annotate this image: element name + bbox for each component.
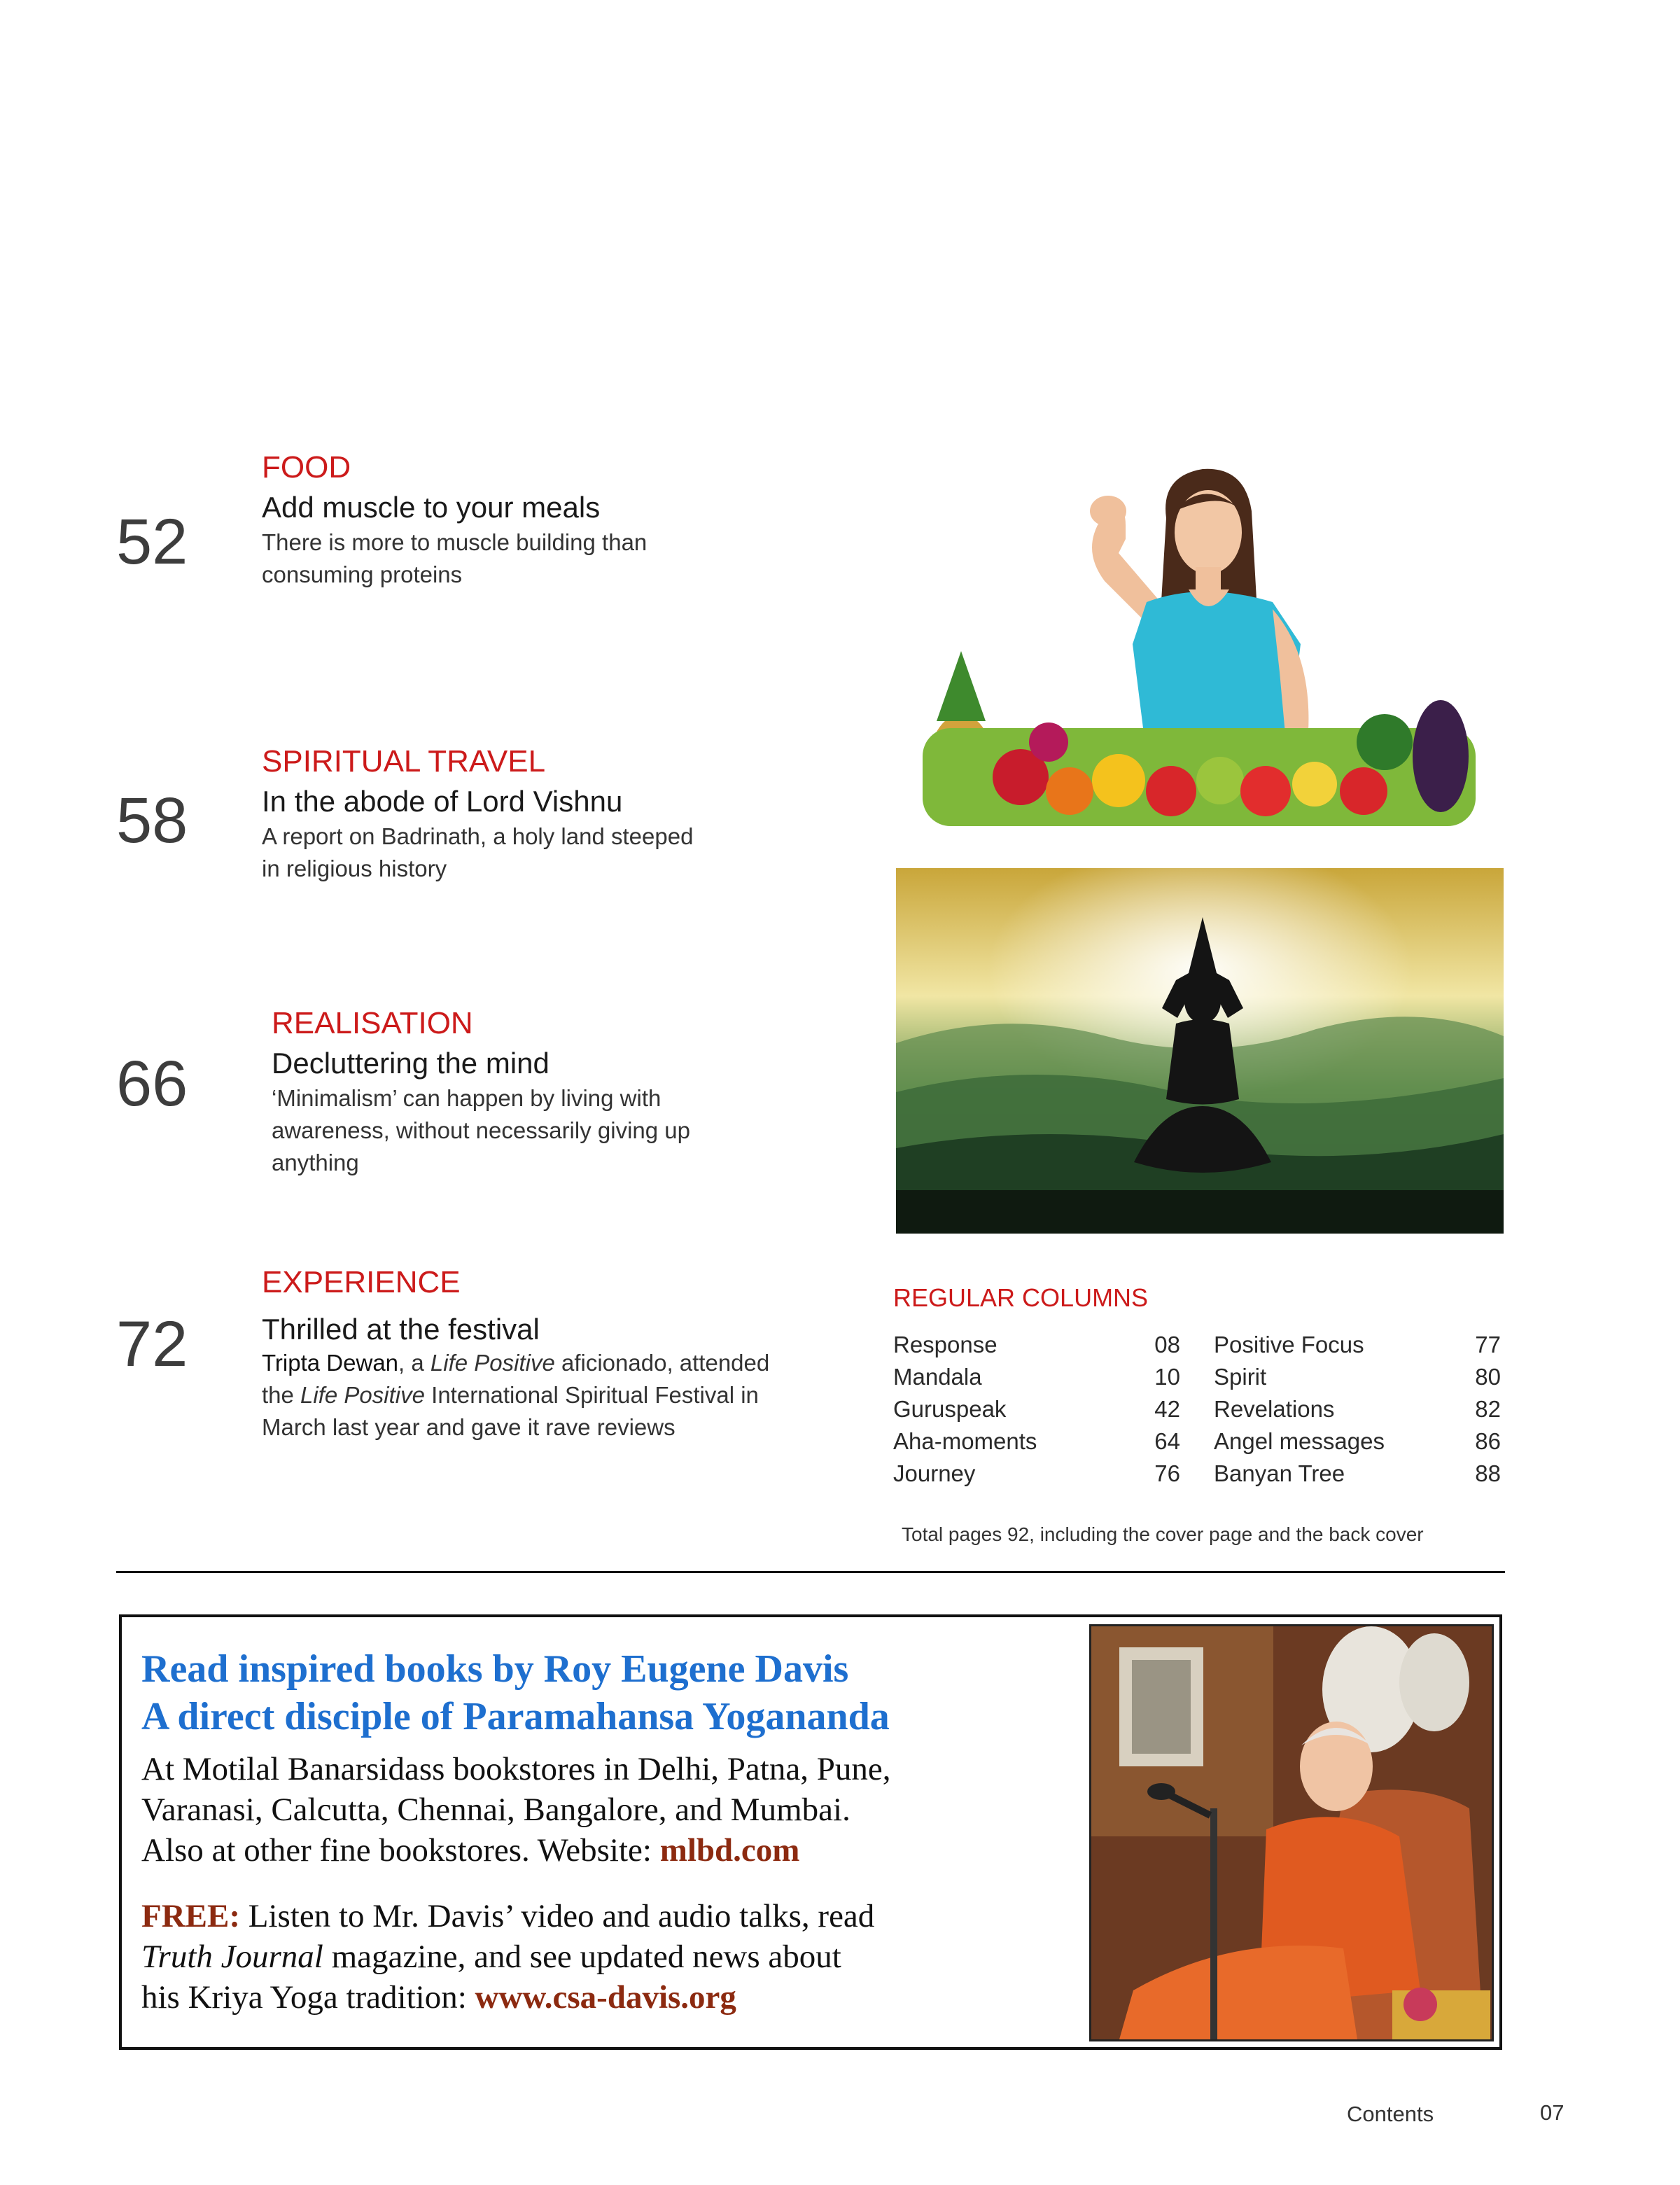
book-advertisement: [119, 1614, 1502, 2050]
ad-headline: Read inspired books by Roy Eugene Davis: [141, 1647, 849, 1691]
article-description: There is more to muscle building than consuming proteins: [262, 529, 648, 587]
ad-subheadline: A direct disciple of Paramahansa Yogananda: [141, 1695, 890, 1738]
column-entry: Aha-moments 64: [893, 1428, 1180, 1454]
article-title: Decluttering the mind: [272, 1047, 550, 1080]
roy-davis-photo: [1089, 1624, 1494, 2041]
speaker-at-microphone-illustration: [1091, 1626, 1492, 2039]
column-entry: Revelations 82: [1214, 1396, 1501, 1422]
column-entry: Spirit 80: [1214, 1364, 1501, 1390]
article-title: Add muscle to your meals: [262, 491, 601, 524]
total-pages-note: Total pages 92, including the cover page and the back cover: [902, 1523, 1424, 1545]
article-description: Tripta Dewan, a Life Positive aficionado, attended the Life Positive International Spiritual Festival in March last year and gave it rave reviews: [262, 1350, 770, 1440]
column-entry: Positive Focus 77: [1214, 1332, 1501, 1357]
column-entry: Journey 76: [893, 1460, 1180, 1486]
article-category: SPIRITUAL TRAVEL: [262, 744, 546, 779]
meditation-photo: [896, 868, 1504, 1234]
regular-columns-title: REGULAR COLUMNS: [893, 1283, 1149, 1312]
csa-davis-website-link[interactable]: www.csa-davis.org: [475, 1979, 736, 2016]
column-entry: Banyan Tree 88: [1214, 1460, 1501, 1486]
column-entry: Angel messages 86: [1214, 1428, 1501, 1454]
food-photo: [895, 462, 1504, 840]
page-number: 58: [116, 785, 188, 856]
ad-free-text: FREE: Listen to Mr. Davis’ video and audio talks, read Truth Journal magazine, and see updated news about his Kriya Yoga tradition: www.csa-davis.org: [141, 1898, 875, 2016]
page-number: 66: [116, 1048, 188, 1119]
meditation-silhouette-illustration: [896, 868, 1504, 1234]
column-entry: Guruspeak 42: [893, 1396, 1180, 1422]
section-label: Contents: [1347, 2102, 1434, 2126]
article-title: Thrilled at the festival: [262, 1313, 540, 1346]
regular-columns-right: [1214, 1329, 1501, 1490]
mlbd-website-link[interactable]: mlbd.com: [659, 1832, 800, 1869]
divider: [116, 1571, 1505, 1573]
ad-bookstores-text: At Motilal Banarsidass bookstores in Delhi, Patna, Pune, Varanasi, Calcutta, Chennai, Bangalore, and Mumbai. Also at other fine bookstores. Website: mlbd.com: [141, 1751, 891, 1869]
regular-columns-left: [893, 1329, 1180, 1490]
folio-page-number: 07: [1540, 2100, 1564, 2125]
author-name: Tripta Dewan: [262, 1350, 399, 1376]
article-category: FOOD: [262, 450, 351, 484]
article-category: EXPERIENCE: [262, 1265, 461, 1299]
article-description: ‘Minimalism’ can happen by living with awareness, without necessarily giving up anything: [272, 1085, 690, 1175]
page-number: 72: [116, 1308, 188, 1380]
column-entry: Response 08: [893, 1332, 1180, 1357]
article-title: In the abode of Lord Vishnu: [262, 785, 623, 818]
woman-with-vegetables-illustration: [895, 462, 1504, 840]
page-number: 52: [116, 506, 188, 578]
column-entry: Mandala 10: [893, 1364, 1180, 1390]
article-description: A report on Badrinath, a holy land steeped in religious history: [262, 823, 694, 881]
article-category: REALISATION: [272, 1006, 473, 1040]
